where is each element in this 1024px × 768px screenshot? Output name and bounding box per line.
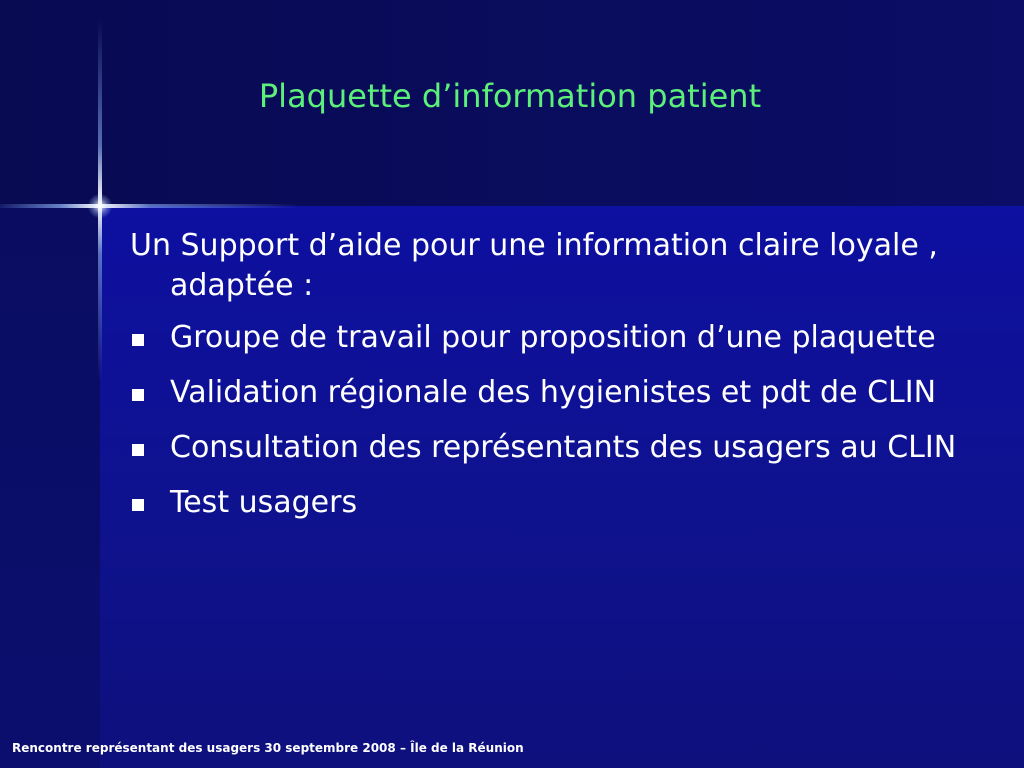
list-item xyxy=(130,428,960,468)
slide-content xyxy=(130,226,960,538)
list-item xyxy=(130,373,960,413)
list-item-text: Validation régionale des hygienistes et pdt de CLIN xyxy=(170,375,937,410)
slide-footer: Rencontre représentant des usagers 30 septembre 2008 – Île de la Réunion xyxy=(12,741,524,755)
square-bullet-icon xyxy=(132,444,144,456)
slide-title: Plaquette d’information patient xyxy=(258,77,762,115)
intro-paragraph: Un Support d’aide pour une information claire loyale , adaptée : xyxy=(130,228,938,303)
list-item-text: Test usagers xyxy=(170,485,358,520)
cross-horizontal-line xyxy=(0,204,300,208)
list-item-text: Consultation des représentants des usagers au CLIN xyxy=(170,430,957,465)
square-bullet-icon xyxy=(132,499,144,511)
list-item xyxy=(130,318,960,358)
square-bullet-icon xyxy=(132,389,144,401)
cross-glow xyxy=(88,194,112,218)
square-bullet-icon xyxy=(132,334,144,346)
list-item-text: Groupe de travail pour proposition d’une plaquette xyxy=(170,320,936,355)
list-item xyxy=(130,483,960,523)
bullet-list xyxy=(130,318,960,523)
